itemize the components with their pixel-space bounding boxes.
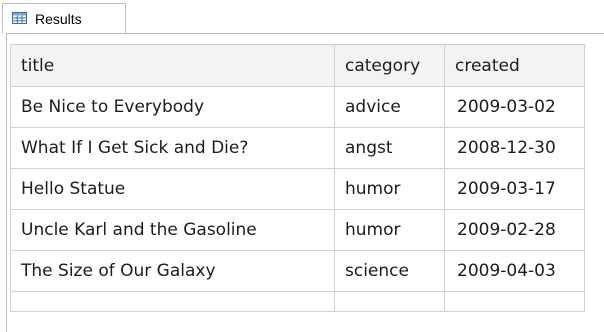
cell-title[interactable]: Uncle Karl and the Gasoline [11,210,335,251]
empty-cell[interactable] [335,292,445,312]
cell-title[interactable]: What If I Get Sick and Die? [11,128,335,169]
column-header-created[interactable]: created [445,45,585,87]
cell-created[interactable]: 2009-04-03 [445,251,585,292]
cell-created[interactable]: 2008-12-30 [445,128,585,169]
table-row[interactable] [11,251,585,292]
table-row[interactable] [11,128,585,169]
column-header-title[interactable]: title [11,45,335,87]
new-row-placeholder[interactable] [11,292,585,312]
cell-category[interactable]: humor [335,210,445,251]
cell-category[interactable]: science [335,251,445,292]
empty-cell[interactable] [445,292,585,312]
cell-created[interactable]: 2009-03-02 [445,87,585,128]
results-grid[interactable] [10,44,585,312]
cell-title[interactable]: Hello Statue [11,169,335,210]
column-header-category[interactable]: category [335,45,445,87]
table-row[interactable] [11,87,585,128]
table-row[interactable] [11,169,585,210]
cell-title[interactable]: The Size of Our Galaxy [11,251,335,292]
cell-category[interactable]: advice [335,87,445,128]
empty-cell[interactable] [11,292,335,312]
header-row [11,45,585,87]
cell-category[interactable]: angst [335,128,445,169]
tab-label: Results [35,11,82,27]
cell-created[interactable]: 2009-02-28 [445,210,585,251]
table-row[interactable] [11,210,585,251]
cell-created[interactable]: 2009-03-17 [445,169,585,210]
cell-category[interactable]: humor [335,169,445,210]
grid-icon [12,12,27,24]
cell-title[interactable]: Be Nice to Everybody [11,87,335,128]
results-tab[interactable] [2,3,126,33]
